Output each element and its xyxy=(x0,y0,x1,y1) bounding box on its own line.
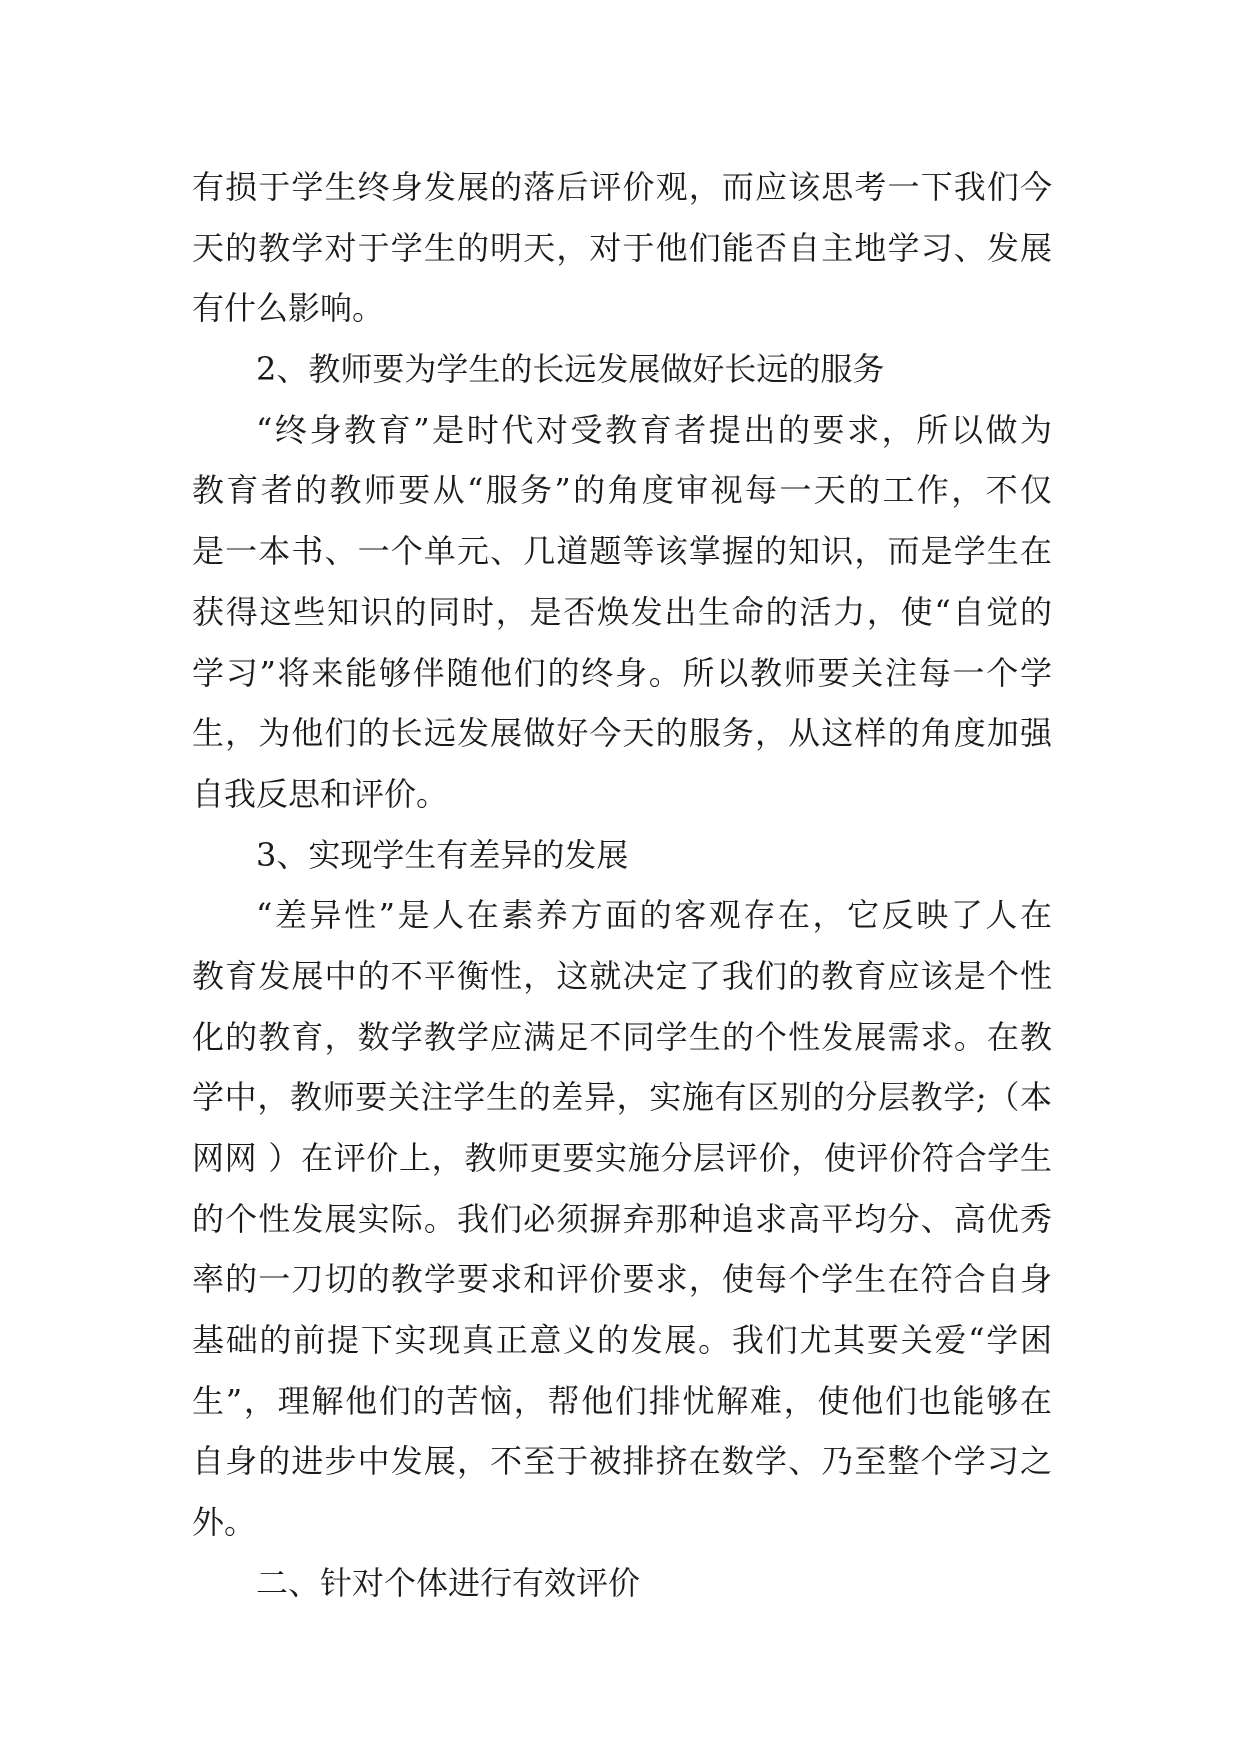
text-line: 率的一刀切的教学要求和评价要求，使每个学生在符合自身 xyxy=(192,1260,1052,1299)
section-heading-3: 3、实现学生有差异的发展 xyxy=(256,835,629,874)
text-line: 生”，理解他们的苦恼，帮他们排忧解难，使他们也能够在 xyxy=(192,1381,1052,1420)
section-heading-2: 2、教师要为学生的长远发展做好长远的服务 xyxy=(256,350,885,389)
text-line: 外。 xyxy=(192,1503,257,1542)
text-line: 生，为他们的长远发展做好今天的服务，从这样的角度加强 xyxy=(192,714,1052,753)
text-line: 有损于学生终身发展的落后评价观，而应该思考一下我们今 xyxy=(192,168,1052,206)
text-line: 教育发展中的不平衡性，这就决定了我们的教育应该是个性 xyxy=(192,956,1052,995)
text-line: 学习”将来能够伴随他们的终身。所以教师要关注每一个学 xyxy=(192,653,1052,692)
text-line: “差异性”是人在素养方面的客观存在，它反映了人在 xyxy=(256,896,1052,935)
text-line: 有什么影响。 xyxy=(192,289,385,328)
section-heading-two: 二、针对个体进行有效评价 xyxy=(256,1563,641,1602)
text-line: 天的教学对于学生的明天，对于他们能否自主地学习、发展 xyxy=(192,228,1052,267)
text-line: 自身的进步中发展，不至于被排挤在数学、乃至整个学习之 xyxy=(192,1442,1052,1481)
text-line: 获得这些知识的同时，是否焕发出生命的活力，使“自觉的 xyxy=(192,592,1052,631)
text-line: 的个性发展实际。我们必须摒弃那种追求高平均分、高优秀 xyxy=(192,1199,1052,1238)
text-line: 网网 ）在评价上，教师更要实施分层评价，使评价符合学生 xyxy=(192,1139,1052,1177)
text-line: 自我反思和评价。 xyxy=(192,774,449,813)
text-line: 基础的前提下实现真正意义的发展。我们尤其要关爱“学困 xyxy=(192,1321,1052,1360)
text-line: “终身教育”是时代对受教育者提出的要求，所以做为 xyxy=(256,410,1052,449)
text-line: 是一本书、一个单元、几道题等该掌握的知识，而是学生在 xyxy=(192,532,1052,571)
text-line: 学中，教师要关注学生的差异，实施有区别的分层教学;（本 xyxy=(192,1078,1052,1117)
text-line: 化的教育，数学教学应满足不同学生的个性发展需求。在教 xyxy=(192,1017,1052,1056)
document-body xyxy=(192,157,1052,1614)
text-line: 教育者的教师要从“服务”的角度审视每一天的工作，不仅 xyxy=(192,471,1052,510)
